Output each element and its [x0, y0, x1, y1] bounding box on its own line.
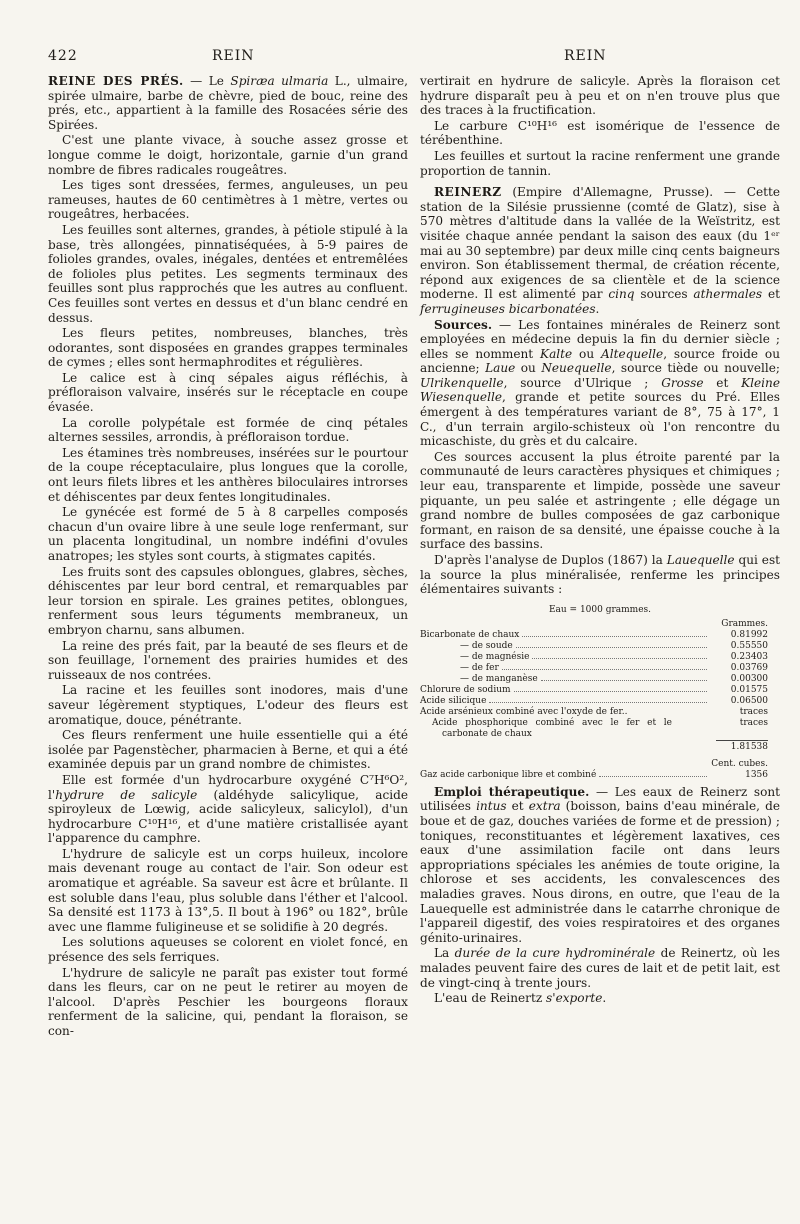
table-row-gas: Gaz acide carbonique libre et combiné 1356: [420, 769, 768, 780]
paragraph: Les fleurs petites, nombreuses, blanches, très odorantes, sont disposées en grandes grappes terminales de cymes ; elles sont hermaphrodites et régulières.: [48, 326, 408, 370]
table-row: Acide silicique 0.06500: [420, 695, 768, 706]
entry-reine-des-pres: REINE DES PRÉS. — Le Spiræa ulmaria L., ulmaire, spirée ulmaire, barbe de chèvre, pied de bouc, reine des prés, etc., appartient à la famille des Rosacées série des Spirées.: [48, 74, 408, 132]
gas-unit: Cent. cubes.: [711, 758, 768, 769]
entry-term: REINERZ: [434, 185, 502, 200]
paragraph: Les solutions aqueuses se colorent en violet foncé, en présence des sels ferriques.: [48, 935, 408, 965]
paragraph-duree: La durée de la cure hydrominérale de Reinertz, où les malades peuvent faire des cures de lait et de petit lait, est de vingt-cinq à trente jours.: [420, 946, 781, 990]
running-head-left: REIN: [212, 48, 255, 64]
paragraph: L'hydrure de salicyle ne paraît pas exister tout formé dans les fleurs, car on ne peut le retirer au moyen de l'alcool. D'après Peschier les bourgeons floraux renferment de la salicine, qui, pendant la floraison, se con-: [48, 965, 408, 1038]
table-unit: Grammes.: [721, 618, 768, 629]
paragraph: Le carbure C¹⁰H¹⁶ est isomérique de l'essence de térébenthine.: [420, 118, 780, 148]
paragraph: L'hydrure de salicyle est un corps huileux, incolore mais devenant rouge au contact de l'air. Son odeur est aromatique et agréable. Sa saveur est âcre et brûlante. Il est soluble dans l'eau, plus soluble dans l'éther et l'alcool. Sa densité est 1173 à 13°,5. Il bout à 196° ou 182°, brûle avec une flamme fuligineuse et se solidifie à 20 degrés.: [48, 846, 408, 934]
table-row: Acide arsénieux combiné avec l'oxyde de fer.. traces: [420, 706, 768, 717]
page-number: 422: [48, 48, 78, 64]
paragraph: La racine et les feuilles sont inodores, mais d'une saveur légèrement styptiques, L'odeur des fleurs est aromatique, douce, pénétrante.: [48, 683, 408, 727]
section-rubric: Emploi thérapeutique.: [434, 784, 590, 799]
left-column: [48, 74, 408, 1040]
table-row: Chlorure de sodium 0.01575: [420, 684, 768, 695]
paragraph: Les feuilles et surtout la racine renferment une grande proportion de tannin.: [420, 148, 780, 178]
right-column: [420, 74, 780, 1007]
paragraph: Les étamines très nombreuses, insérées sur le pourtour de la coupe réceptaculaire, plus longues que la corolle, ont leurs filets libres et les anthères biloculaires introrses et déhiscentes par deux fentes longitudinales.: [48, 445, 408, 504]
table-row: — de magnésie 0.23403: [460, 651, 768, 662]
table-title: Eau = 1000 grammes.: [548, 604, 652, 615]
table-row: Acide phosphorique combiné avec le fer et le carbonate de chaux traces: [432, 717, 768, 739]
paragraph: C'est une plante vivace, à souche assez grosse et longue comme le doigt, horizontale, garnie d'un grand nombre de fibres radicales rougeâtres.: [48, 133, 408, 177]
section-sources: Sources. — Les fontaines minérales de Reinerz sont employées en médecine depuis la fin du dernier siècle ; elles se nomment Kalte ou Altequelle, source froide ou ancienne; Laue ou Neuequelle, source tiède ou nouvelle; Ulrikenquelle, source d'Ulrique ; Grosse et Kleine Wiesenquelle, grande et petite sources du Pré. Elles émergent à des températures variant de 8°, 75 à 17°, 1 C., d'un terrain argilo-schisteux où l'on rencontre du micaschiste, du grès et du calcaire.: [420, 317, 780, 449]
paragraph: La corolle polypétale est formée de cinq pétales alternes sessiles, arrondis, à préfloraison tordue.: [48, 415, 408, 445]
paragraph-analysis: D'après l'analyse de Duplos (1867) la Lauequelle qui est la source la plus minéralisée, renferme les principes élémentaires suivants :: [420, 553, 781, 597]
paragraph: Ces sources accusent la plus étroite parenté par la communauté de leurs caractères physiques et chimiques ; leur eau, transparente et limpide, possède une saveur piquante, un peu salée et astringente ; elle dégage un grand nombre de bulles composées de gaz carbonique formant, en raison de sa densité, une épaisse couche à la surface des bassins.: [420, 449, 780, 552]
table-total: 1.81538: [420, 740, 780, 753]
paragraph: Les fruits sont des capsules oblongues, glabres, sèches, déhiscentes par leur bord central, et remarquables par leur torsion en spirale. Les graines petites, oblongues, renferment sous leurs téguments membraneux, un embryon charnu, sans albumen.: [48, 564, 408, 637]
paragraph: Les tiges sont dressées, fermes, anguleuses, un peu rameuses, hautes de 60 centimètres à 1 mètre, vertes ou rougeâtres, herbacées.: [48, 178, 408, 222]
paragraph: Les feuilles sont alternes, grandes, à pétiole stipulé à la base, très allongées, pinnatiséquées, à 5-9 paires de folioles grandes, ovales, inégales, dentées et entremêlées de folioles plus petites. Les segments terminaux des feuilles sont plus rapprochés que les autres au confluent. Ces feuilles sont vertes en dessus et d'un blanc cendré en dessus.: [48, 222, 408, 325]
table-row: Bicarbonate de chaux 0.81992: [420, 629, 768, 640]
running-head-right: REIN: [564, 48, 607, 64]
table-row: — de soude 0.55550: [460, 640, 768, 651]
section-emploi: Emploi thérapeutique. — Les eaux de Reinerz sont utilisées intus et extra (boisson, bains d'eau minérale, de boue et de gaz, douches variées de forme et de pression) ; toniques, reconstituantes et légèrement laxatives, ces eaux d'une assimilation facile ont dans leurs appropriations spéciales les anémies de toute origine, la chlorose et ses accidents, les convalescences des maladies graves. Nous dirons, en outre, que l'eau de la Lauequelle est administrée dans le catarrhe chronique de l'appareil digestif, des voies respiratoires et des organes génito-urinaires.: [420, 784, 780, 945]
table-row: — de manganèse 0.00300: [460, 673, 768, 684]
entry-reinerz: REINERZ (Empire d'Allemagne, Prusse). — Cette station de la Silésie prussienne (comté de Glatz), sise à 570 mètres d'altitude dans la vallée de la Weïstritz, est visitée chaque année pendant la saison des eaux (du 1ᵉʳ mai au 30 septembre) par deux mille cinq cents baigneurs environ. Son établissement thermal, de création récente, répond aux exigences de sa clientèle et de la science moderne. Il est alimenté par cinq sources athermales et ferrugineuses bicarbonatées.: [420, 185, 780, 316]
paragraph: Ces fleurs renferment une huile essentielle qui a été isolée par Pagenstècher, pharmacien à Berne, et qui a été examinée depuis par un grand nombre de chimistes.: [48, 728, 408, 772]
paragraph: La reine des prés fait, par la beauté de ses fleurs et de son feuillage, l'ornement des prairies humides et des ruisseaux de nos contrées.: [48, 638, 408, 682]
paragraph: Le calice est à cinq sépales aigus réfléchis, à préfloraison valvaire, insérés sur le réceptacle en coupe évasée.: [48, 370, 408, 415]
paragraph: vertirait en hydrure de salicyle. Après la floraison cet hydrure disparaît peu à peu et on n'en trouve plus que des traces à la fructification.: [420, 74, 780, 118]
paragraph: Le gynécée est formé de 5 à 8 carpelles composés chacun d'un ovaire libre à une seule loge renfermant, sur un placenta longitudinal, un nombre indéfini d'ovules anatropes; les styles sont courts, à stigmates capités.: [48, 505, 408, 563]
table-row: — de fer 0.03769: [460, 662, 768, 673]
section-rubric: Sources.: [434, 317, 493, 332]
paragraph-formula: Elle est formée d'un hydrocarbure oxygéné C⁷H⁶O², l'hydrure de salicyle (aldéhyde salicylique, acide spiroyleux de Lœwig, acide salicyleux, salicylol), d'un hydrocarbure C¹⁰H¹⁶, et d'une matière cristallisée ayant l'apparence du camphre.: [48, 772, 408, 846]
entry-term: REINE DES PRÉS.: [48, 74, 184, 88]
analysis-table: [420, 605, 780, 781]
paragraph-export: L'eau de Reinertz s'exporte.: [434, 991, 607, 1006]
